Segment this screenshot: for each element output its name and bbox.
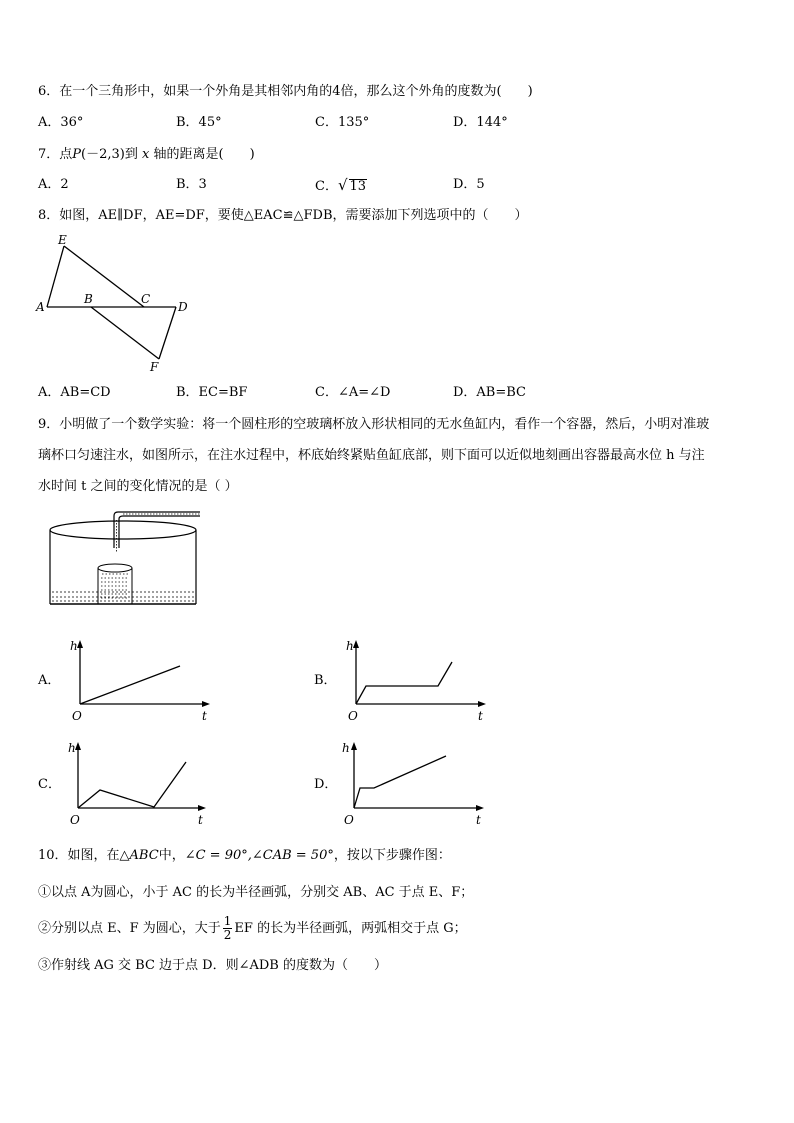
x-axis-label: t (476, 813, 481, 827)
label-e: E (58, 233, 67, 247)
q9-option-a-label: A． (38, 673, 61, 688)
label-d: D (178, 300, 188, 314)
q10-step-1: ①以点 A为圆心，小于 AC 的长为半径画弧，分别交 AB、AC 于点 E、F； (38, 885, 474, 900)
q9-stem-line-2: 璃杯口匀速注水，如图所示，在注水过程中，杯底始终紧贴鱼缸底部，则下面可以近似地刻画出容器最高水位 h 与注 (38, 448, 705, 463)
q7-option-b: B．3 (176, 177, 207, 192)
q9-option-b-graph (342, 638, 492, 728)
q9-stem-line-3: 水时间 t 之间的变化情况的是（ ） (38, 479, 238, 494)
origin-label: O (70, 813, 80, 827)
q9-fish-tank-figure (48, 508, 208, 618)
q6-option-c: C．135° (315, 115, 370, 130)
y-axis-label: h (70, 639, 78, 653)
q9-option-c-label: C． (38, 777, 61, 792)
label-b: B (84, 292, 93, 306)
x-axis-label: t (478, 709, 483, 723)
q8-option-b: B．EC=BF (176, 385, 248, 400)
label-a: A (36, 300, 45, 314)
q8-figure (36, 232, 196, 374)
x-axis-label: t (202, 709, 207, 723)
q8-stem: 8．如图，AE∥DF，AE=DF，要使△EAC≌△FDB，需要添加下列选项中的（ ） (38, 208, 528, 223)
q7-option-a: A．2 (38, 177, 69, 192)
q9-stem-line-1: 9．小明做了一个数学实验：将一个圆柱形的空玻璃杯放入形状相同的无水鱼缸内，看作一个容器，然后，小明对准玻 (38, 417, 710, 432)
q6-option-a: A．36° (38, 115, 84, 130)
q7-option-c: C．√ 13 (315, 176, 367, 194)
q8-option-c: C．∠A=∠D (315, 385, 391, 400)
q8-option-d: D．AB=BC (453, 385, 526, 400)
q9-option-b-label: B． (314, 673, 337, 688)
label-f: F (150, 360, 159, 374)
q9-option-d-label: D． (314, 777, 338, 792)
origin-label: O (344, 813, 354, 827)
y-axis-label: h (68, 741, 76, 755)
y-axis-label: h (346, 639, 354, 653)
q6-option-b: B．45° (176, 115, 222, 130)
fraction-one-half: $\frac{1}{2}$ (223, 914, 232, 942)
origin-label: O (348, 709, 358, 723)
q10-step-3: ③作射线 AG 交 BC 边于点 D．则∠ADB 的度数为（ ） (38, 958, 387, 973)
q9-option-c-graph (64, 738, 214, 828)
q10-step-2: ②分别以点 E、F 为圆心，大于 $\frac{1}{2}$ EF 的长为半径画弧，两弧相交于点 G； (38, 914, 467, 942)
q10-stem: 10．如图，在△ABC中，∠C = 90°,∠CAB = 50°，按以下步骤作图： (38, 848, 451, 863)
label-c: C (141, 292, 151, 306)
q7-option-d: D．5 (453, 177, 485, 192)
y-axis-label: h (342, 741, 350, 755)
x-axis-label: t (198, 813, 203, 827)
q8-option-a: A．AB=CD (38, 385, 111, 400)
q6-option-d: D．144° (453, 115, 508, 130)
origin-label: O (72, 709, 82, 723)
q7-stem: 7．点P(－2,3)到 x 轴的距离是( ) (38, 147, 255, 162)
q9-option-d-graph (340, 736, 490, 826)
q9-option-a-graph (66, 638, 216, 728)
q6-stem: 6．在一个三角形中，如果一个外角是其相邻内角的4倍，那么这个外角的度数为( ) (38, 84, 533, 99)
